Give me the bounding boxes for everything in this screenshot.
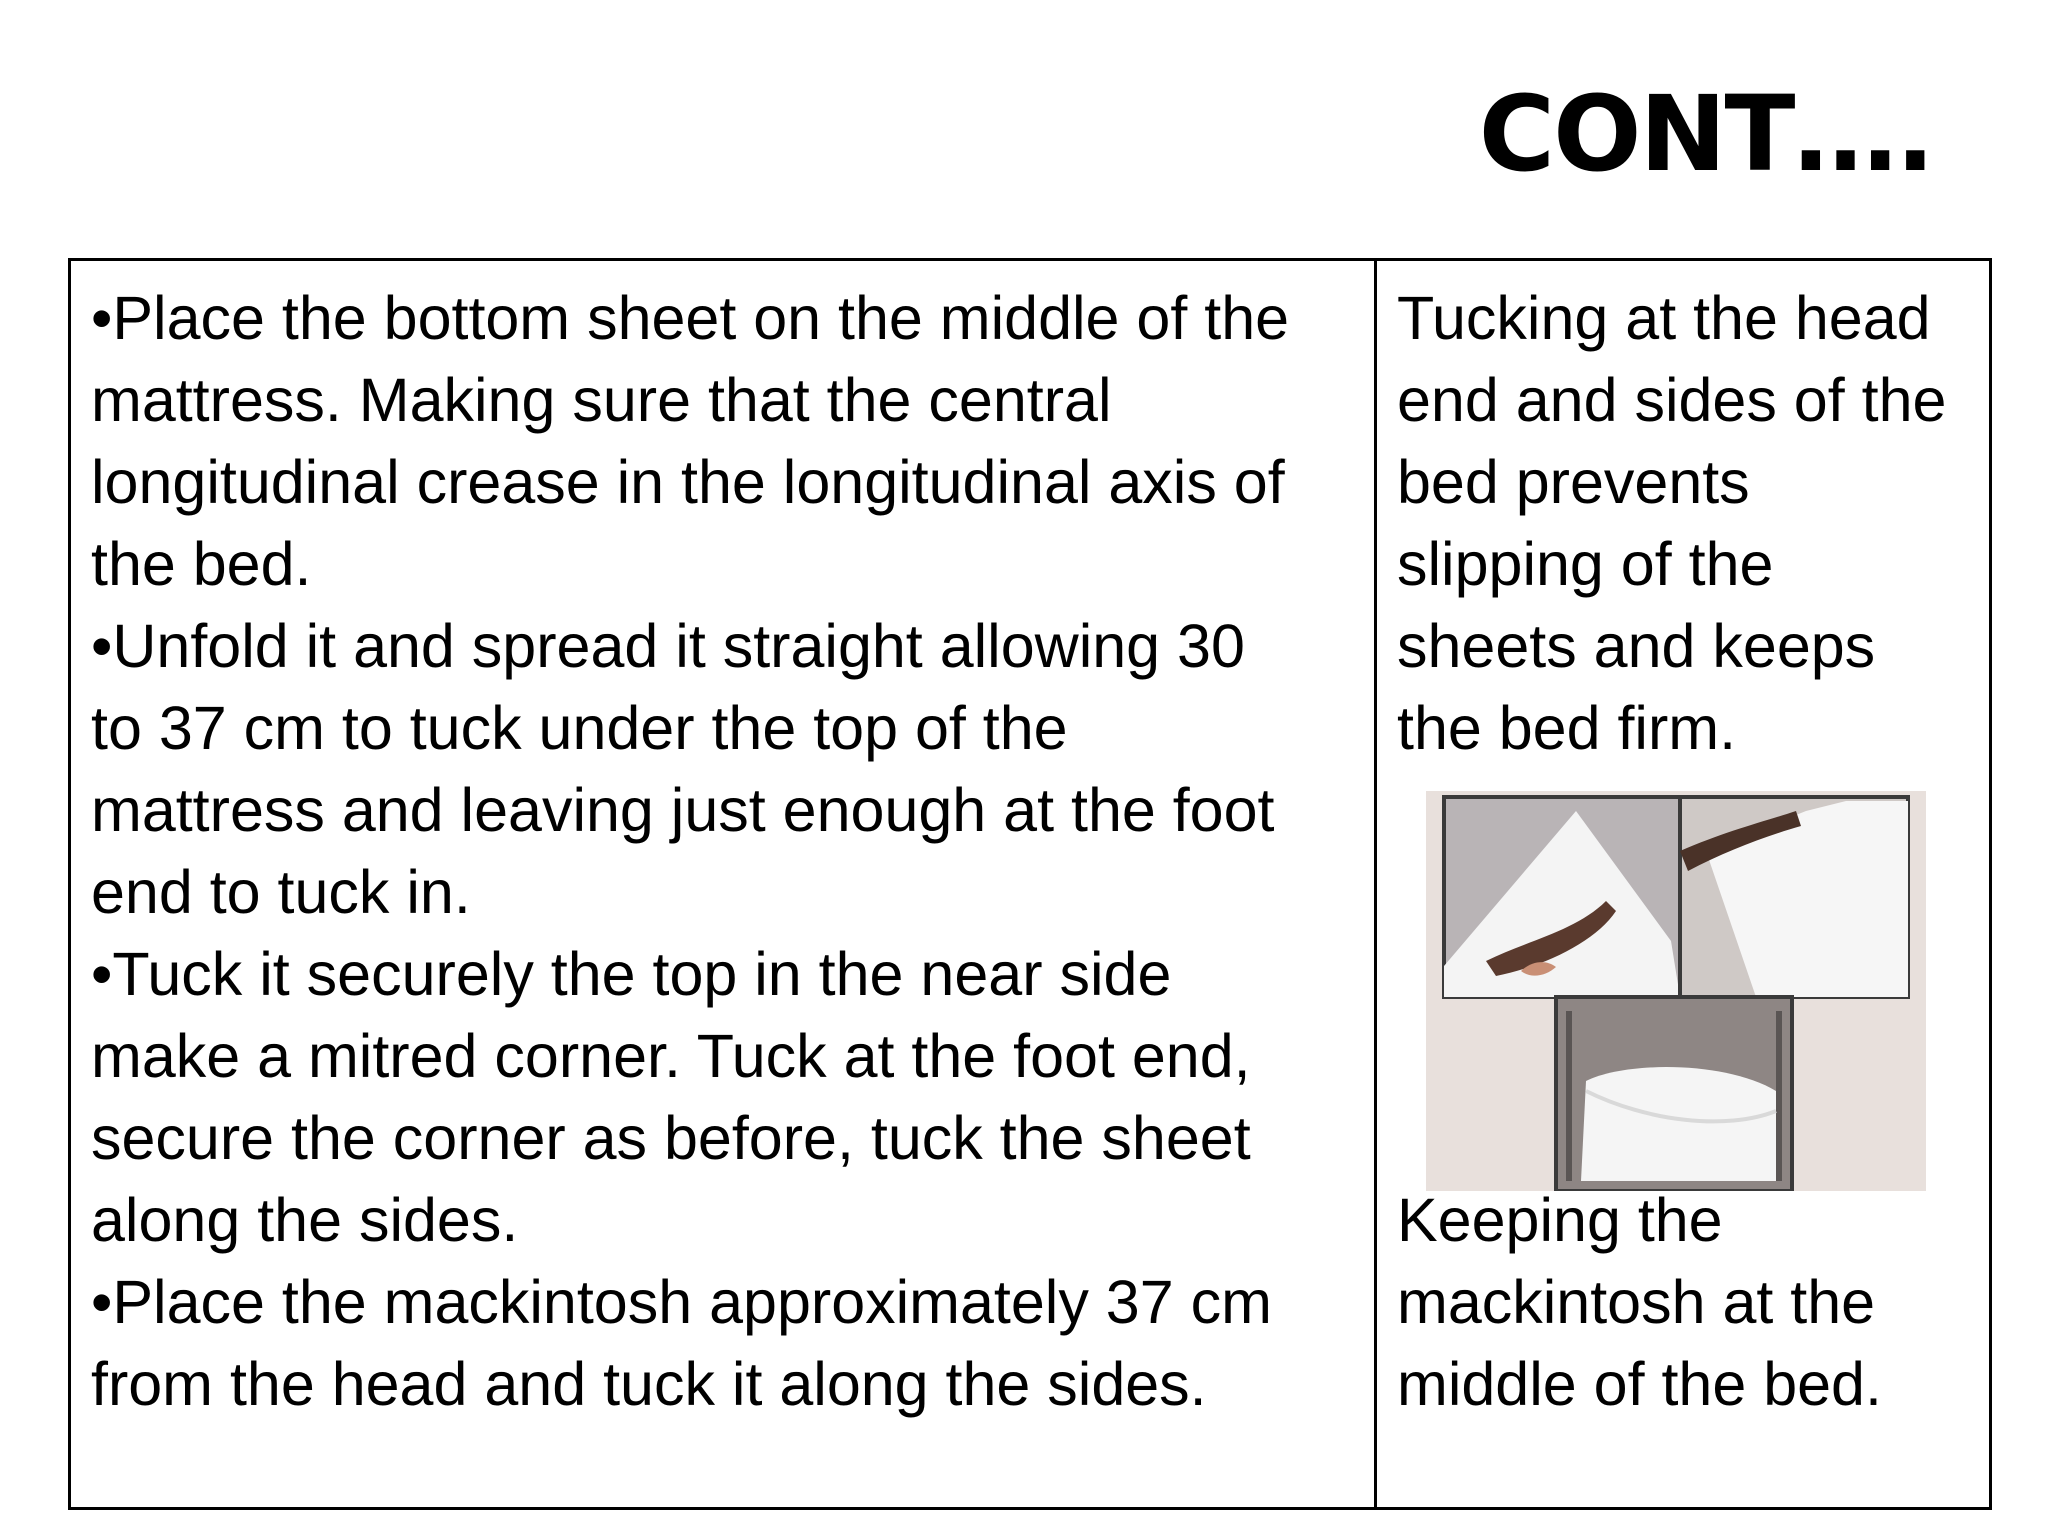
instructions-text (91, 277, 1356, 1425)
rationale-column (1377, 261, 1989, 1507)
slide-title: CONT…. (1478, 73, 1933, 195)
text-line: make a mitred corner. Tuck at the foot end, (91, 1022, 1251, 1090)
text-line: Keeping the (1397, 1186, 1723, 1254)
rationale-text-top (1397, 277, 1971, 769)
text-line: bed prevents (1397, 448, 1750, 516)
text-line: •Unfold it and spread it straight allowing 30 (91, 612, 1245, 680)
bed-making-photo-drawing (1426, 791, 1926, 1191)
text-line: secure the corner as before, tuck the sheet (91, 1104, 1251, 1172)
text-line: the bed. (91, 530, 312, 598)
content-table (68, 258, 1992, 1510)
text-line: the bed firm. (1397, 694, 1737, 762)
text-line: •Place the mackintosh approximately 37 cm (91, 1268, 1272, 1336)
text-line: mattress and leaving just enough at the foot (91, 776, 1275, 844)
text-line: mattress. Making sure that the central (91, 366, 1112, 434)
bed-making-photo (1426, 791, 1926, 1191)
text-line: longitudinal crease in the longitudinal axis of (91, 448, 1285, 516)
rationale-text-bottom (1397, 1179, 1882, 1425)
text-line: end and sides of the (1397, 366, 1947, 434)
text-line: to 37 cm to tuck under the top of the (91, 694, 1068, 762)
text-line: from the head and tuck it along the sides. (91, 1350, 1207, 1418)
instructions-column (71, 261, 1377, 1507)
text-line: •Place the bottom sheet on the middle of the (91, 284, 1290, 352)
text-line: •Tuck it securely the top in the near side (91, 940, 1172, 1008)
text-line: along the sides. (91, 1186, 519, 1254)
text-line: mackintosh at the (1397, 1268, 1876, 1336)
text-line: slipping of the (1397, 530, 1774, 598)
text-line: end to tuck in. (91, 858, 471, 926)
text-line: middle of the bed. (1397, 1350, 1882, 1418)
text-line: Tucking at the head (1397, 284, 1931, 352)
text-line: sheets and keeps (1397, 612, 1876, 680)
